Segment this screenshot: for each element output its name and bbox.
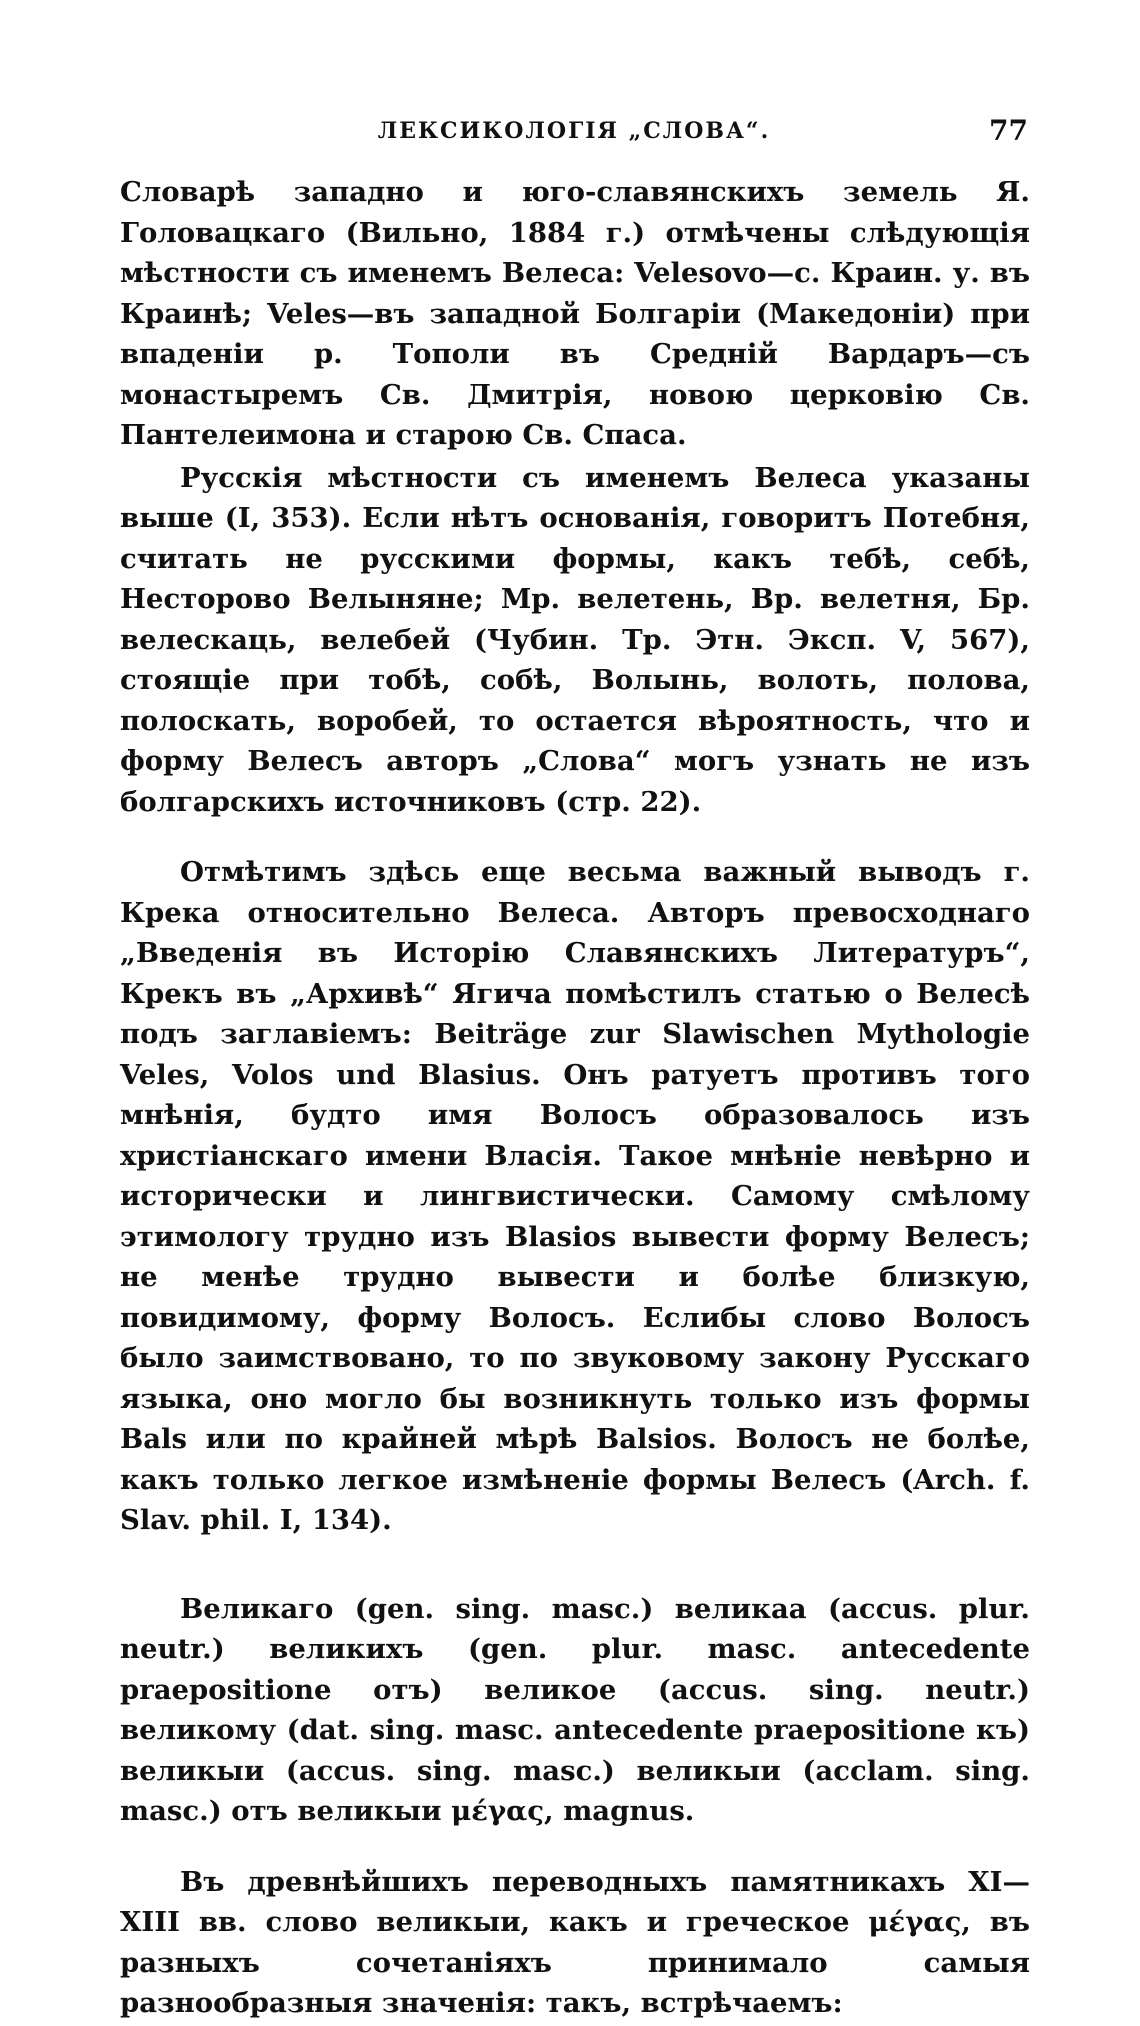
paragraph-russian-places: Русскія мѣстности съ именемъ Велеса указаны выше (I, 353). Если нѣтъ основанія, говоритъ Потебня, считать не русскими формы, какъ тебѣ, себѣ, Несторово Велыняне; Мр. велетень, Вр. велетня, Бр. велескаць, велебей (Чубин. Тр. Этн. Эксп. V, 567), стоящіе при тобѣ, собѣ, Волынь, волоть, полова, полоскать, воробей, то остается вѣроятность, что и форму Велесъ авторъ „Слова“ могъ узнать не изъ болгарскихъ источниковъ (стр. 22).	[120, 461, 1030, 818]
spacer	[120, 1834, 1030, 1862]
dictionary-entry-velikago: Великаго (gen. sing. masc.) великаа (accus. plur. neutr.) великихъ (gen. plur. masc. antecedente praepositione отъ) великое (accus. sing. neutr.) великому (dat. sing. masc. antecedente praepositione къ) великыи (accus. sing. masc.) великыи (acclam. sing. masc.) отъ великыи μέγας, magnus.	[120, 1592, 1030, 1827]
paragraph-ancient-translations: Въ древнѣйшихъ переводныхъ памятникахъ XI—XIII вв. слово великыи, какъ и греческое μέγας, въ разныхъ сочетаніяхъ принимало самыя разнообразныя значенія: такъ, встрѣчаемъ:	[120, 1865, 1030, 2019]
spacer	[120, 1543, 1030, 1589]
paragraph-krek-conclusion: Отмѣтимъ здѣсь еще весьма важный выводъ г. Крека относительно Велеса. Авторъ превосходнаго „Введенія въ Исторію Славянскихъ Литературъ“, Крекъ въ „Архивѣ“ Ягича помѣстилъ статью о Велесѣ подъ заглавіемъ: Beiträge zur Slawischen Mythologie Veles, Volos und Blasius. Онъ ратуетъ противъ того мнѣнія, будто имя Волосъ образовалось изъ христіанскаго имени Власія. Такое мнѣніе невѣрно и исторически и лингвистически. Самому смѣлому этимологу трудно изъ Blasios вывести форму Велесъ; не менѣе трудно вывести и болѣе близкую, повидимому, форму Волосъ. Еслибы слово Волосъ было заимствовано, то по звуковому закону Русскаго языка, оно могло бы возникнуть только изъ формы Bals или по крайней мѣрѣ Balsios. Волосъ не болѣе, какъ только легкое измѣненіе формы Велесъ (Arch. f. Slav. phil. I, 134).	[120, 856, 1030, 1536]
page-number: 77	[989, 114, 1028, 147]
running-title: ЛЕКСИКОЛОГІЯ „СЛОВА“.	[377, 118, 771, 144]
spacer	[120, 824, 1030, 852]
paragraph-dictionary-places: Словарѣ западно и юго-славянскихъ земель Я. Головацкаго (Вильно, 1884 г.) отмѣчены слѣдующія мѣстности съ именемъ Велеса: Velesovo—с. Краин. у. въ Краинѣ; Veles—въ западной Болгаріи (Македоніи) при впаденіи р. Тополи въ Средній Вардаръ—съ монастыремъ Св. Дмитрія, новою церковію Св. Пантелеимона и старою Св. Спаса.	[120, 176, 1030, 451]
page-header	[120, 114, 1028, 148]
page-body	[120, 172, 1030, 2026]
